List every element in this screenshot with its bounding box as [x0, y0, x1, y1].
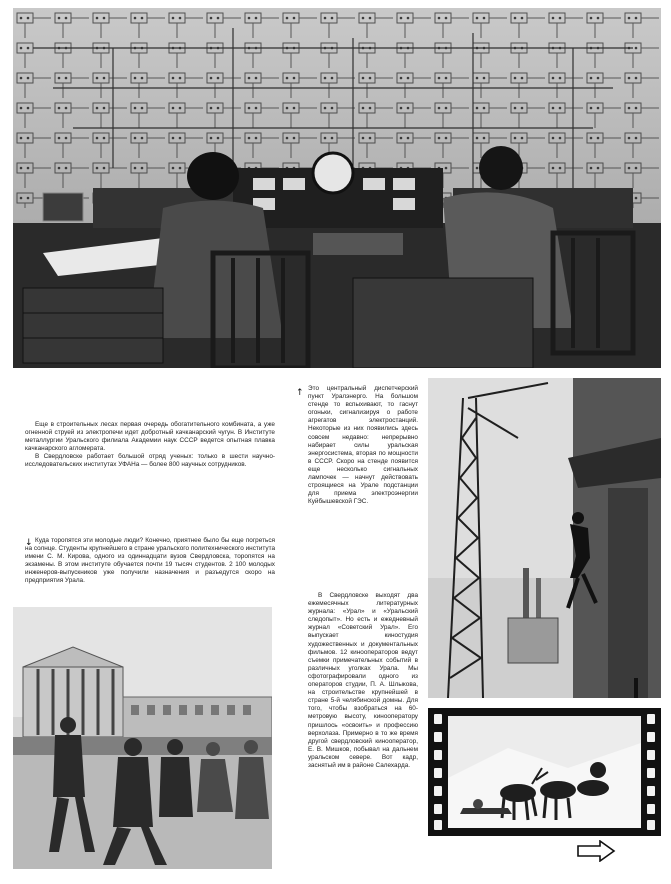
dispatch-room-photo	[13, 8, 661, 368]
film-studio-paragraph: В Свердловске выходят два ежемесячных литературных журнала: «Урал» и «Уральский следопыт». Но есть и ежедневный журнал «Советский Урал». Его выпускает киностудия художественных и документальных фильмов. 12 кинооператоров ведут съемки примечательных событий в различных уголках Урала. Мы сфотографировали одного из операторов студии, П. А. Шлыкова, на строительстве крупнейшей в стране 5-й челябинской домны. Для того, чтобы взобраться на 60-метровую высоту, кинооператору пришлось «освоить» и профессию верхолаза. Примерно в то же время другой свердловский кинооператор, Е. В. Мишков, побывал на дальнем уральском севере. Вот кадр, заснятый им в районе Салехарда.	[308, 592, 418, 769]
students-photo	[13, 607, 272, 869]
arrow-up-icon: ↑	[296, 388, 304, 398]
dispatch-room-illustration	[13, 8, 661, 368]
next-page-arrow-icon[interactable]	[576, 840, 616, 862]
dispatch-center-paragraph: Это центральный диспетчерский пункт Уралэнерго. На большом стенде то вспыхивают, то гаснут огоньки, сигнализируя о работе агрегатов электростанций. Некоторые из них появились здесь совсем недавно: непрерывно набирает силы уральская энергосистема, вторая по мощности в СССР. Скоро на стенде появится еще несколько сигнальных лампочек — начнут действовать строящиеся на Урале подстанции для приема электроэнергии Куйбышевской ГЭС.	[308, 385, 418, 506]
students-paragraph: Куда торопятся эти молодые люди? Конечно, приятнее было бы еще погреться на солнце. Студенты крупнейшего в стране уральского политехнического института имени С. М. Кирова, одного из одиннадцати вузов Свердловска, торопятся на экзамены. В этом институте обучается почти 19 тысяч студентов. 2 100 молодых инженеров-выпускников уже получили назначения и разъедутся скоро на предприятия Урала.	[25, 537, 275, 585]
arrow-right-icon	[576, 840, 616, 862]
crane-illustration	[428, 378, 661, 698]
arrow-down-icon: ↓	[25, 538, 33, 548]
metallurgy-paragraph: Еще в строительных лесах первая очередь обогатительного комбината, а уже огненной струей из электропечи идет добротный качканарский чугун. В Институте металлургии Уральского филиала Академии наук СССР ведется опытная плавка качканарского агломерата.	[25, 421, 275, 453]
film-strip-frame	[428, 708, 661, 836]
metallurgy-paragraph-block	[25, 421, 275, 470]
reindeer-sled-illustration	[428, 708, 661, 836]
students-illustration	[13, 607, 272, 869]
crane-cameraman-photo	[428, 378, 661, 698]
scientists-paragraph: В Свердловске работает большой отряд ученых: только в шести научно-исследовательских институтах УФАНа — более 800 научных сотрудников.	[25, 453, 275, 469]
